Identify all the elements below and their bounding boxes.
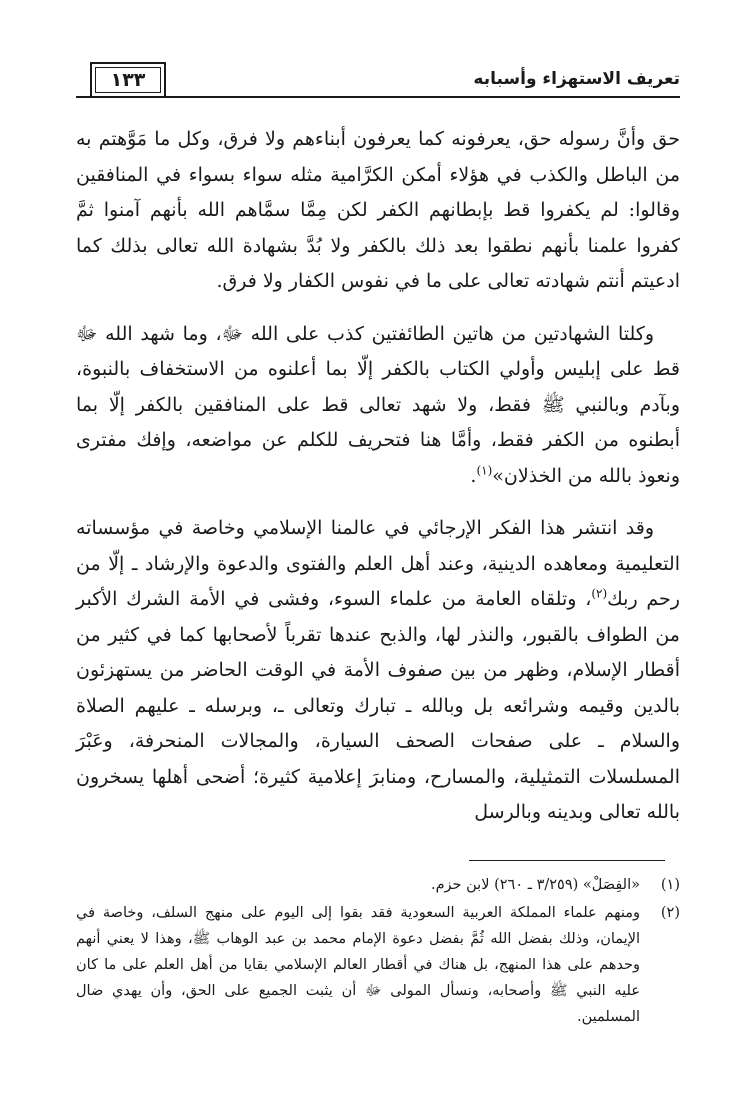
paragraph-2-text: وكلتا الشهادتين من هاتين الطائفتين كذب على الله ﷻ، وما شهد الله ﷻ قط على إبليس وأولي الكتاب بالكفر إلّا بما أعلنوه من الاستخفاف بالنبوة، وبآدم وبالنبي ﷺ فقط، ولا شهد تعالى قط على المنافقين بالكفر إلّا بما أبطنوه من الكفر فقط، وأمَّا هنا فتحريف للكلم عن مواضعه، وإفك مفترى ونعوذ بالله من الخذلان» xyxy=(76,322,680,487)
page-number: ١٣٣ xyxy=(95,67,161,93)
header-rule xyxy=(76,96,680,98)
paragraph-3-text-b: ، وتلقاه العامة من علماء السوء، وفشى في الأمة الشرك الأكبر من الطواف بالقبور، والنذر لها، والذبح عندها تقرباً لأصحابها كما في كثير من أقطار الإسلام، وظهر من بين صفوف الأمة في الوقت الحاضر من يستهزئون بالدين وقيمه وشرائعه بل وبالله ـ تبارك وتعالى ـ، وبرسله ـ عليهم الصلاة والسلام ـ على صفحات الصحف السيارة، والمجالات المنحرفة، وعَبْرَ المسلسلات التمثيلية، والمسارح، ومنابرَ إعلامية كثيرة؛ أضحى أهلها يسخرون بالله تعالى وبدينه وبالرسل xyxy=(76,588,680,823)
footnote-text: ومنهم علماء المملكة العربية السعودية فقد بقوا إلى اليوم على منهج السلف، وخاصة في الإيمان، وذلك بفضل الله ثُمَّ بفضل دعوة الإمام محمد بن عبد الوهاب ﷺ، وهذا لا يعني أنهم وحدهم على هذا المنهج، بل هناك في أقطار العالم الإسلامي بقايا من أهل العلم على ما كان عليه النبي ﷺ وأصحابه، ونسأل المولى ﷻ أن يثبت الجميع على الحق، وأن يهدي ضال المسلمين. xyxy=(76,905,640,1025)
footnote-1 xyxy=(76,872,680,898)
paragraph-3 xyxy=(76,511,680,831)
footnotes xyxy=(76,872,680,1032)
page-number-box xyxy=(90,62,166,98)
paragraph-2 xyxy=(76,317,680,495)
footnote-ref-1[interactable]: (١) xyxy=(476,463,493,478)
page-header xyxy=(76,62,680,106)
footnote-number: (١) xyxy=(660,877,680,893)
footnote-ref-2[interactable]: (٢) xyxy=(591,586,608,601)
main-text xyxy=(76,122,680,848)
running-title: تعريف الاستهزاء وأسبابه xyxy=(473,69,680,89)
paragraph-2-end: . xyxy=(470,464,477,487)
footnote-number: (٢) xyxy=(660,905,680,921)
footnote-separator xyxy=(469,860,665,861)
paragraph-3-text-a: وقد انتشر هذا الفكر الإرجائي في عالمنا الإسلامي وخاصة في مؤسساته التعليمية ومعاهده الدينية، وعند أهل العلم والفتوى والدعوة والإرشاد ـ إلّا من رحم ربك xyxy=(76,517,680,610)
footnote-2 xyxy=(76,900,680,1030)
paragraph-1: حق وأنَّ رسوله حق، يعرفونه كما يعرفون أبناءهم ولا فرق، وكل ما مَوَّهتم به من الباطل والكذب في هؤلاء أمكن الكرَّامية مثله سواء بسواء في المنافقين وقالوا: لم يكفروا قط بإبطانهم الكفر لكن مِمَّا سمَّاهم الله بأنهم آمنوا ثمَّ كفروا علمنا بأنهم نطقوا بعد ذلك بالكفر ولا بُدَّ بشهادة الله تعالى بذلك كما ادعيتم أنتم شهادته تعالى على ما في نفوس الكفار ولا فرق. xyxy=(76,128,680,292)
footnote-text: «الفِصَلْ» (٣/٢٥٩ ـ ٢٦٠) لابن حزم. xyxy=(430,877,640,893)
